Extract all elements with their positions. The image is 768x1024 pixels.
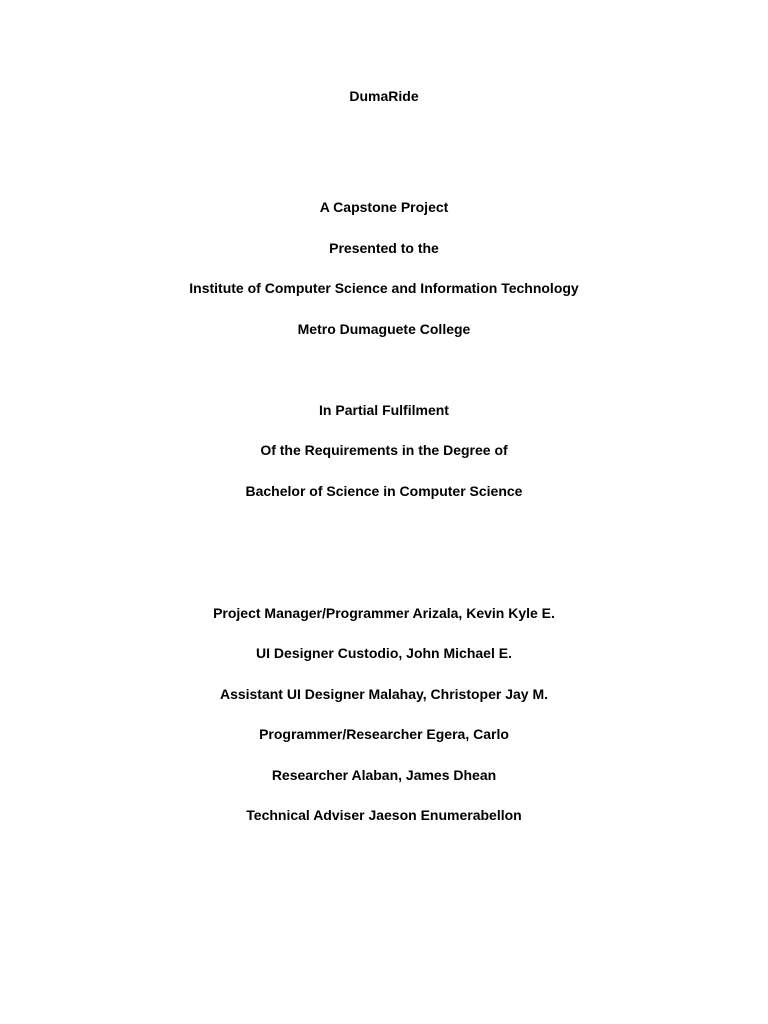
team-member: Technical Adviser Jaeson Enumerabellon [246,807,522,823]
document-title: DumaRide [349,88,419,104]
presented-to: Presented to the [329,240,439,256]
project-type: A Capstone Project [319,199,449,215]
team-member: UI Designer Custodio, John Michael E. [256,645,512,661]
team-member: Project Manager/Programmer Arizala, Kevin Kyle E. [213,605,555,621]
degree-name: Bachelor of Science in Computer Science [245,483,523,499]
fulfilment-line: In Partial Fulfilment [319,402,449,418]
team-member: Researcher Alaban, James Dhean [271,767,497,783]
requirements-line: Of the Requirements in the Degree of [260,442,508,458]
team-member: Assistant UI Designer Malahay, Christoper Jay M. [219,686,549,702]
institute-name: Institute of Computer Science and Information Technology [189,280,579,296]
team-member: Programmer/Researcher Egera, Carlo [259,726,509,742]
college-name: Metro Dumaguete College [297,321,471,337]
